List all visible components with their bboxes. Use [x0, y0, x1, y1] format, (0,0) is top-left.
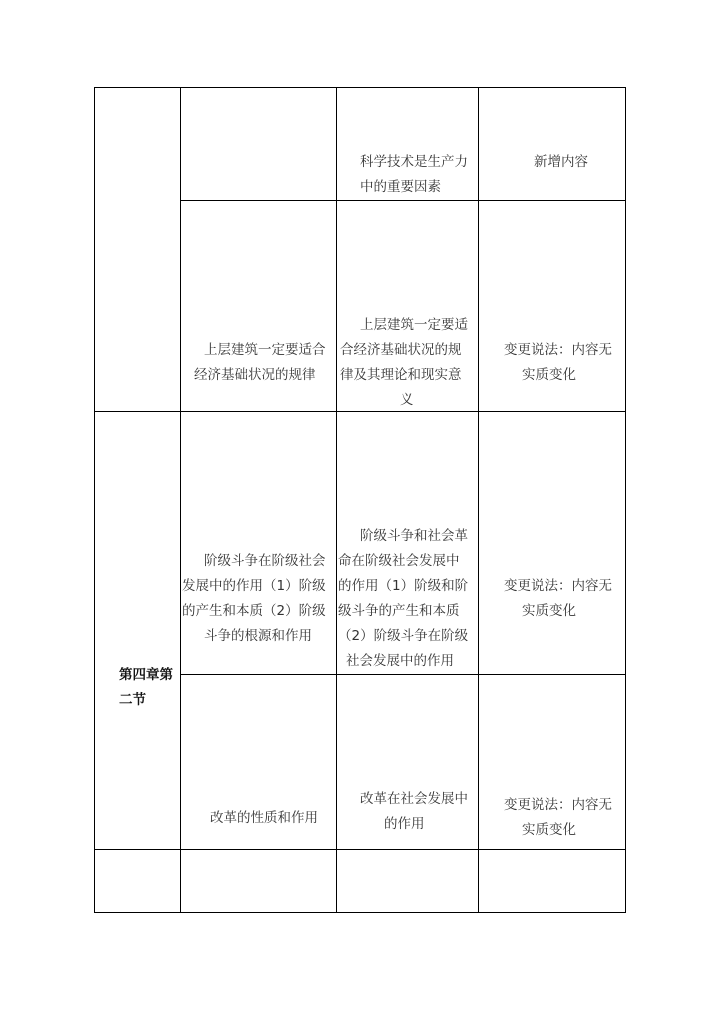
text-line: 发展中的作用（1）阶级	[182, 578, 326, 594]
table-border-right	[625, 87, 626, 913]
text-line: 科学技术是生产力	[360, 154, 468, 170]
text-line: 实质变化	[522, 822, 576, 838]
table-row-1-change-note	[534, 150, 588, 175]
table-row-2-change-note	[504, 338, 612, 388]
row-divider-4	[94, 849, 626, 850]
text-line: 义	[400, 392, 414, 408]
text-line: 改革在社会发展中	[360, 791, 468, 807]
table-row-2-new-text	[340, 313, 468, 413]
text-line: 上层建筑一定要适合	[204, 342, 326, 358]
section-label	[119, 663, 173, 713]
text-line: 经济基础状况的规律	[194, 367, 316, 383]
text-line: 实质变化	[522, 603, 576, 619]
table-row-3-change-note	[504, 574, 612, 624]
column-divider-2	[336, 87, 337, 913]
text-line: 命在阶级社会发展中	[338, 553, 460, 569]
text-line: 的作用	[384, 816, 425, 832]
text-line: 中的重要因素	[360, 179, 441, 195]
table-row-3-old-text	[182, 549, 326, 649]
text-line: 律及其理论和现实意	[340, 367, 462, 383]
table-row-1-new-text	[360, 150, 468, 200]
text-line: 阶级斗争和社会革	[360, 528, 468, 544]
text-line: 改革的性质和作用	[210, 810, 318, 826]
column-divider-1	[180, 87, 181, 913]
text-line: 变更说法：内容无	[504, 578, 612, 594]
text-line: 上层建筑一定要适	[360, 317, 468, 333]
text-line: 阶级斗争在阶级社会	[204, 553, 326, 569]
table-row-4-new-text	[360, 787, 468, 837]
table-border-left	[94, 87, 95, 913]
table-row-4-change-note	[504, 793, 612, 843]
table-border-top	[94, 87, 626, 88]
table-row-2-old-text	[204, 338, 326, 363]
table-row-3-new-text	[338, 524, 468, 674]
text-line: 二节	[119, 692, 146, 708]
text-line: （2）阶级斗争在阶级	[338, 628, 469, 644]
text-line: 实质变化	[522, 367, 576, 383]
text-line: 级斗争的产生和本质	[338, 603, 460, 619]
text-line: 的产生和本质（2）阶级	[182, 603, 326, 619]
text-line: 斗争的根源和作用	[204, 628, 312, 644]
text-line: 的作用（1）阶级和阶	[338, 578, 469, 594]
table-row-4-old-text	[210, 806, 318, 831]
row-divider-3	[180, 674, 626, 675]
text-line: 新增内容	[534, 154, 588, 170]
text-line: 社会发展中的作用	[346, 653, 454, 669]
text-line: 变更说法：内容无	[504, 797, 612, 813]
table-border-bottom	[94, 912, 626, 913]
text-line: 第四章第	[119, 667, 173, 683]
column-divider-3	[478, 87, 479, 913]
row-divider-1	[180, 200, 626, 201]
table-row-2-old-text-cont	[194, 363, 316, 388]
text-line: 变更说法：内容无	[504, 342, 612, 358]
text-line: 合经济基础状况的规	[340, 342, 462, 358]
